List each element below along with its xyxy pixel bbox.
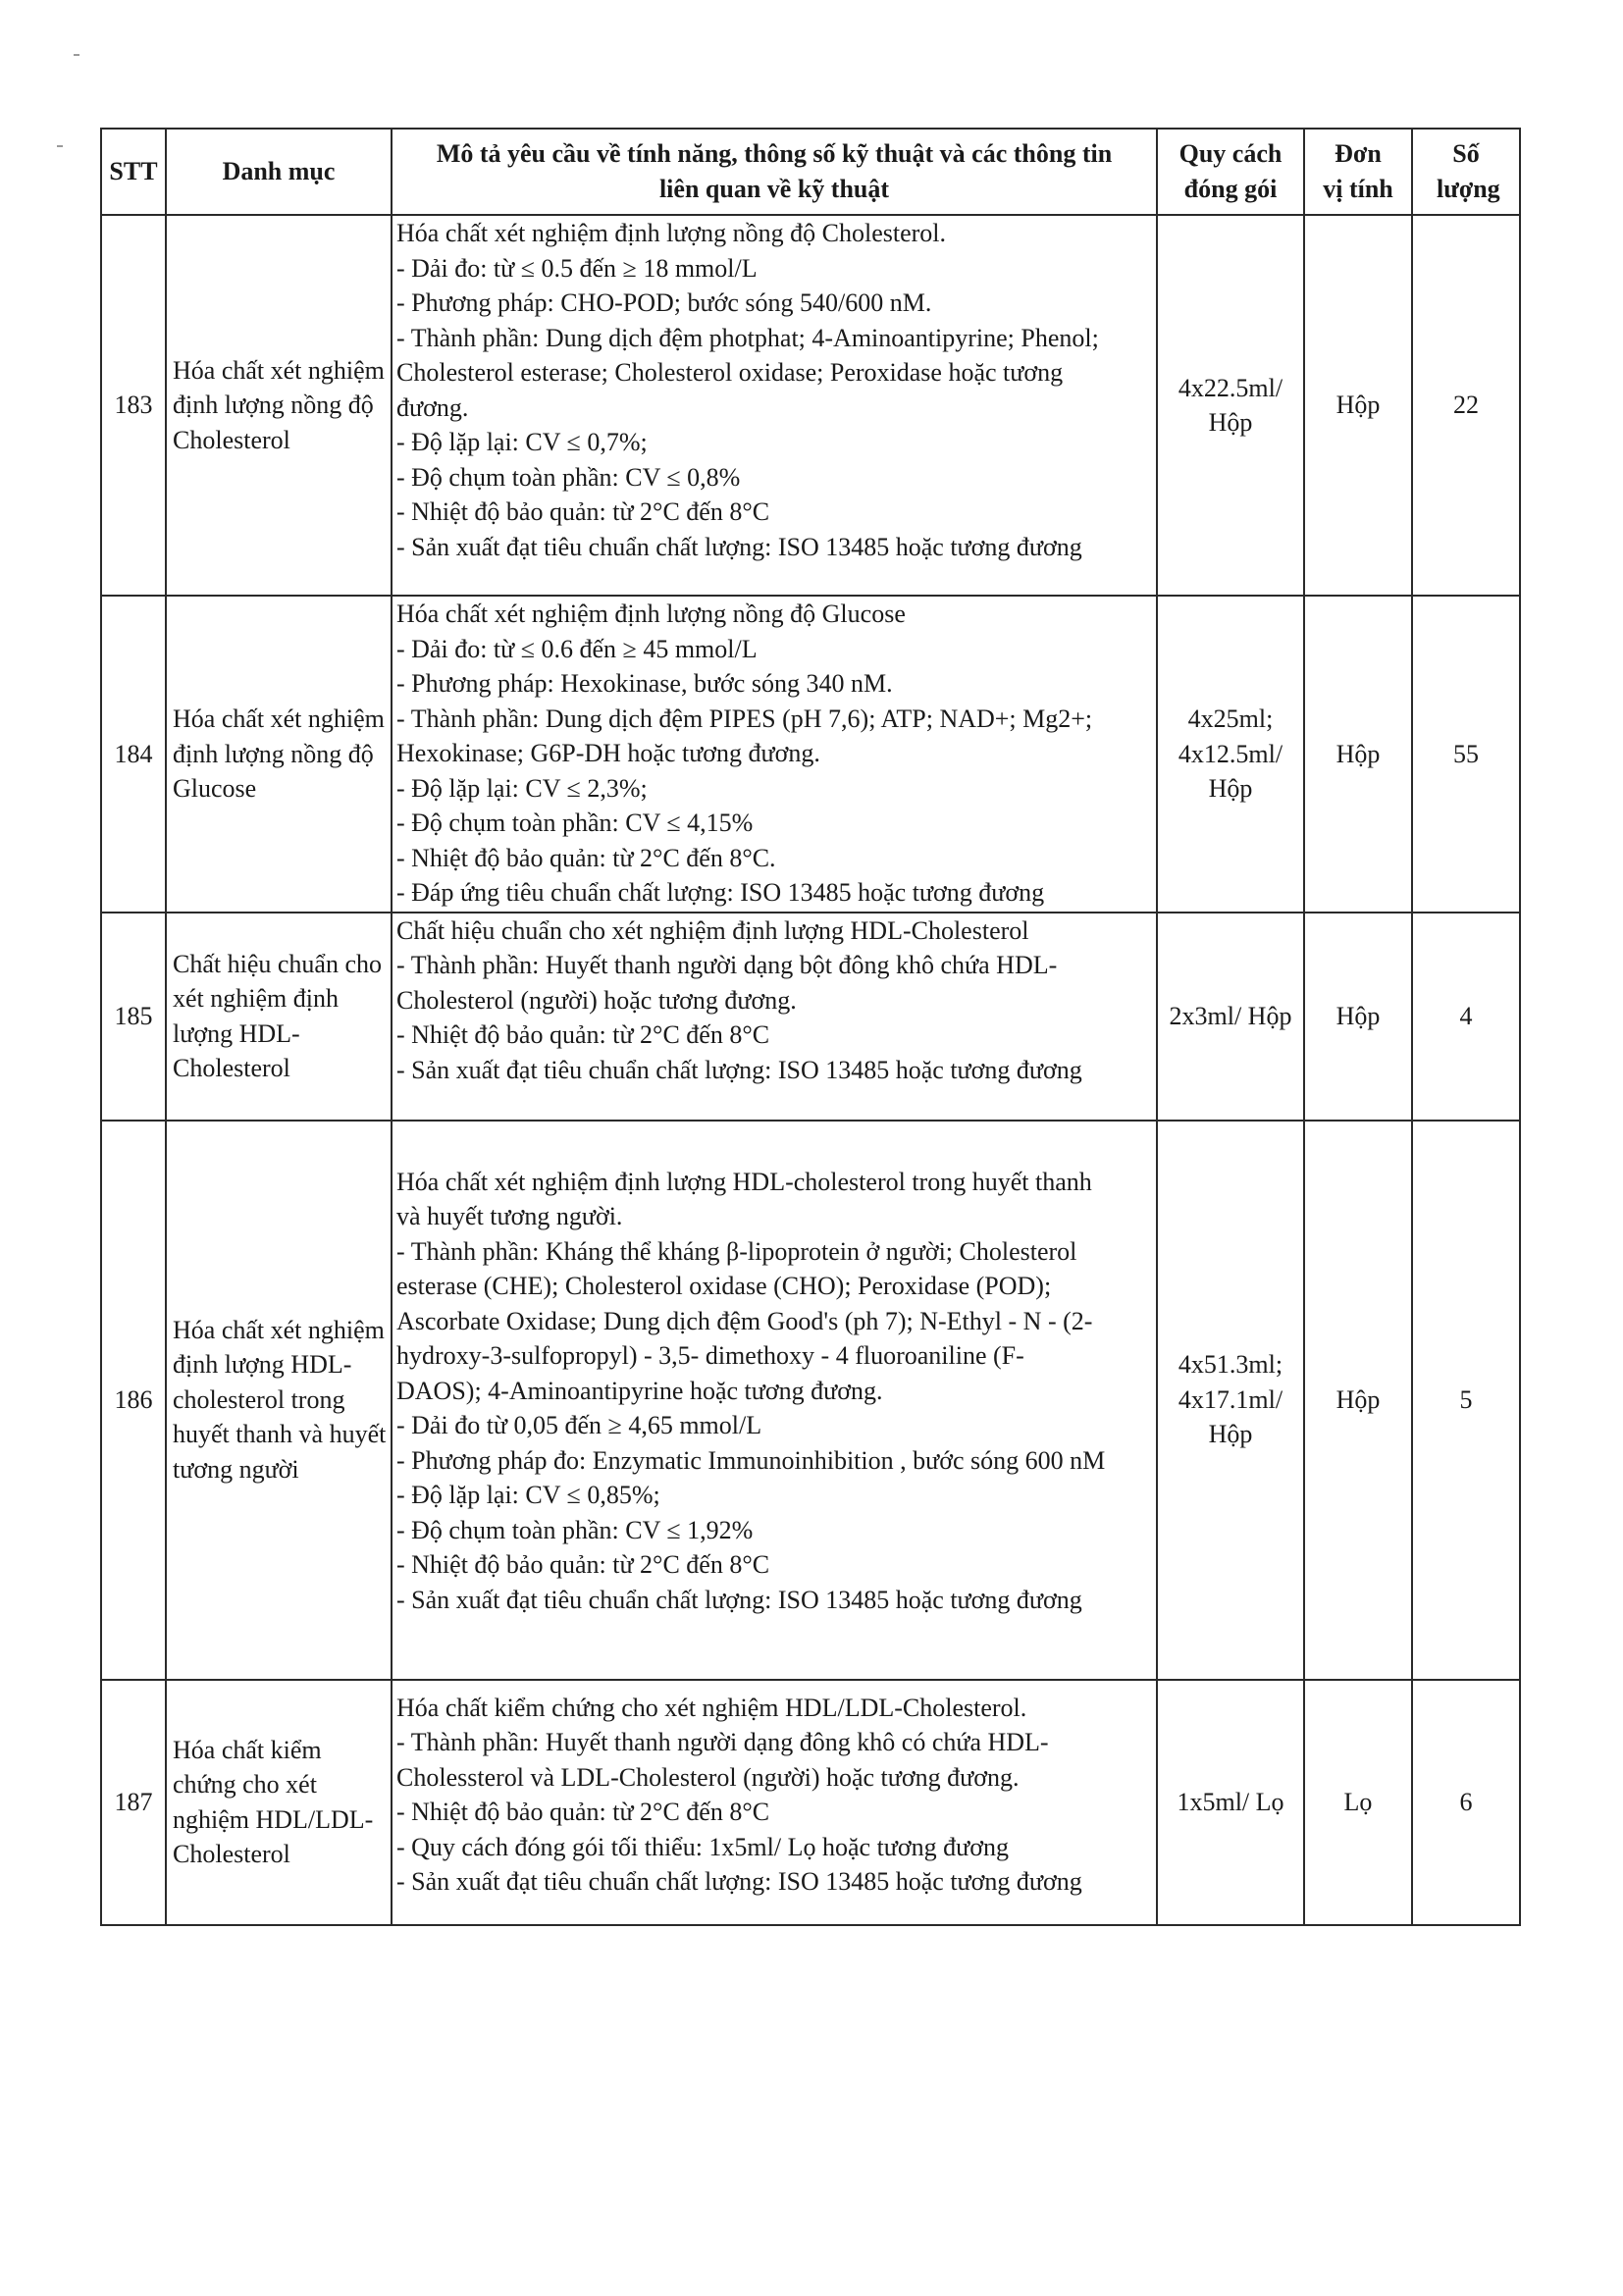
row-quantity: 22 — [1412, 215, 1520, 596]
header-quantity: Số lượng — [1412, 129, 1520, 215]
description-line: Hóa chất xét nghiệm định lượng nồng độ Glucose — [396, 600, 906, 628]
description-line: - Phương pháp: CHO-POD; bước sóng 540/600 nM. — [396, 288, 932, 317]
description-line: - Sản xuất đạt tiêu chuẩn chất lượng: ISO 13485 hoặc tương đương — [396, 532, 1082, 561]
description-line: - Độ lặp lại: CV ≤ 0,85%; — [396, 1481, 660, 1509]
row-description — [392, 913, 1157, 1121]
row-quantity: 4 — [1412, 913, 1520, 1121]
description-line: - Nhiệt độ bảo quản: từ 2°C đến 8°C — [396, 1550, 770, 1579]
row-packaging: 4x51.3ml; 4x17.1ml/ Hộp — [1157, 1121, 1304, 1680]
row-unit: Hộp — [1304, 1121, 1412, 1680]
description-line: - Quy cách đóng gói tối thiểu: 1x5ml/ Lọ hoặc tương đương — [396, 1832, 1009, 1861]
header-packaging: Quy cách đóng gói — [1157, 129, 1304, 215]
description-line: - Nhiệt độ bảo quản: từ 2°C đến 8°C. — [396, 843, 776, 872]
description-line: - Độ lặp lại: CV ≤ 0,7%; — [396, 428, 648, 456]
row-packaging: 4x22.5ml/ Hộp — [1157, 215, 1304, 596]
row-category-name: Hóa chất xét nghiệm định lượng nồng độ Cholesterol — [166, 215, 392, 596]
description-line: Hexokinase; G6P-DH hoặc tương đương. — [396, 739, 820, 767]
header-unit: Đơn vị tính — [1304, 129, 1412, 215]
description-line: Hóa chất xét nghiệm định lượng nồng độ Cholesterol. — [396, 219, 947, 247]
description-line: - Nhiệt độ bảo quản: từ 2°C đến 8°C — [396, 1020, 770, 1049]
description-line: Hóa chất kiểm chứng cho xét nghiệm HDL/LDL-Cholesterol. — [396, 1693, 1027, 1722]
description-line: Cholessterol và LDL-Cholesterol (người) hoặc tương đương. — [396, 1762, 1020, 1792]
row-unit: Hộp — [1304, 215, 1412, 596]
row-packaging: 4x25ml; 4x12.5ml/ Hộp — [1157, 596, 1304, 913]
description-line: - Độ lặp lại: CV ≤ 2,3%; — [396, 773, 648, 803]
description-line: hydroxy-3-sulfopropyl) - 3,5- dimethoxy - 4 fluoroaniline (F- — [396, 1341, 1024, 1370]
description-line: - Độ chụm toàn phần: CV ≤ 4,15% — [396, 809, 754, 837]
row-category-name: Hóa chất xét nghiệm định lượng HDL-cholesterol trong huyết thanh và huyết tương người — [166, 1121, 392, 1680]
row-category-name: Hóa chất xét nghiệm định lượng nồng độ Glucose — [166, 596, 392, 913]
scan-mark — [74, 54, 79, 56]
description-line: - Dải đo: từ ≤ 0.5 đến ≥ 18 mmol/L — [396, 253, 758, 283]
row-description — [392, 1680, 1157, 1925]
description-line: - Sản xuất đạt tiêu chuẩn chất lượng: ISO 13485 hoặc tương đương — [396, 1585, 1082, 1614]
row-unit: Hộp — [1304, 596, 1412, 913]
row-quantity: 55 — [1412, 596, 1520, 913]
row-packaging: 1x5ml/ Lọ — [1157, 1680, 1304, 1925]
description-line: - Phương pháp đo: Enzymatic Immunoinhibition , bước sóng 600 nM — [396, 1445, 1106, 1475]
description-line: đương. — [396, 392, 469, 422]
row-quantity: 6 — [1412, 1680, 1520, 1925]
row-stt: 185 — [101, 913, 166, 1121]
description-line: - Sản xuất đạt tiêu chuẩn chất lượng: ISO 13485 hoặc tương đương — [396, 1867, 1082, 1896]
description-line: - Thành phần: Dung dịch đệm PIPES (pH 7,6); ATP; NAD+; Mg2+; — [396, 704, 1093, 733]
description-line: - Thành phần: Huyết thanh người dạng bột đông khô chứa HDL- — [396, 951, 1058, 979]
description-line: - Dải đo từ 0,05 đến ≥ 4,65 mmol/L — [396, 1411, 762, 1439]
description-line: Cholesterol esterase; Cholesterol oxidase; Peroxidase hoặc tương — [396, 358, 1064, 387]
spec-table-wrapper — [100, 128, 1519, 1926]
spec-table — [100, 128, 1521, 1926]
row-stt: 187 — [101, 1680, 166, 1925]
description-line: Hóa chất xét nghiệm định lượng HDL-cholesterol trong huyết thanh — [396, 1167, 1092, 1196]
description-line: Cholesterol (người) hoặc tương đương. — [396, 985, 797, 1015]
description-line: esterase (CHE); Cholesterol oxidase (CHO); Peroxidase (POD); — [396, 1272, 1052, 1300]
row-stt: 186 — [101, 1121, 166, 1680]
scan-mark — [57, 145, 63, 147]
table-row — [101, 215, 1520, 596]
table-body — [101, 215, 1520, 1925]
row-description — [392, 215, 1157, 596]
row-description — [392, 596, 1157, 913]
row-unit: Lọ — [1304, 1680, 1412, 1925]
description-line: - Phương pháp: Hexokinase, bước sóng 340 nM. — [396, 669, 893, 698]
row-quantity: 5 — [1412, 1121, 1520, 1680]
header-stt: STT — [101, 129, 166, 215]
header-category: Danh mục — [166, 129, 392, 215]
header-description: Mô tả yêu cầu về tính năng, thông số kỹ thuật và các thông tin liên quan về kỹ thuật — [392, 129, 1157, 215]
row-stt: 184 — [101, 596, 166, 913]
table-row — [101, 913, 1520, 1121]
table-row — [101, 596, 1520, 913]
description-line: DAOS); 4-Aminoantipyrine hoặc tương đương. — [396, 1376, 883, 1405]
description-line: - Thành phần: Kháng thể kháng β-lipoprotein ở người; Cholesterol — [396, 1236, 1077, 1266]
description-line: - Nhiệt độ bảo quản: từ 2°C đến 8°C — [396, 1798, 770, 1826]
description-line: và huyết tương người. — [396, 1202, 623, 1230]
description-line: - Dải đo: từ ≤ 0.6 đến ≥ 45 mmol/L — [396, 634, 758, 663]
row-stt: 183 — [101, 215, 166, 596]
row-packaging: 2x3ml/ Hộp — [1157, 913, 1304, 1121]
description-line: Ascorbate Oxidase; Dung dịch đệm Good's (ph 7); N-Ethyl - N - (2- — [396, 1306, 1093, 1335]
description-line: Chất hiệu chuẩn cho xét nghiệm định lượng HDL-Cholesterol — [396, 915, 1029, 945]
description-line: - Nhiệt độ bảo quản: từ 2°C đến 8°C — [396, 497, 770, 526]
description-line: - Độ chụm toàn phần: CV ≤ 1,92% — [396, 1515, 754, 1544]
description-line: - Thành phần: Huyết thanh người dạng đông khô có chứa HDL- — [396, 1728, 1049, 1756]
row-unit: Hộp — [1304, 913, 1412, 1121]
row-description — [392, 1121, 1157, 1680]
description-line: - Đáp ứng tiêu chuẩn chất lượng: ISO 13485 hoặc tương đương — [396, 878, 1045, 907]
table-header-row — [101, 129, 1520, 215]
table-row — [101, 1680, 1520, 1925]
description-line: - Sản xuất đạt tiêu chuẩn chất lượng: ISO 13485 hoặc tương đương — [396, 1055, 1082, 1084]
table-row — [101, 1121, 1520, 1680]
row-category-name: Hóa chất kiểm chứng cho xét nghiệm HDL/LDL-Cholesterol — [166, 1680, 392, 1925]
description-line: - Thành phần: Dung dịch đệm photphat; 4-Aminoantipyrine; Phenol; — [396, 323, 1099, 352]
row-category-name: Chất hiệu chuẩn cho xét nghiệm định lượng HDL-Cholesterol — [166, 913, 392, 1121]
description-line: - Độ chụm toàn phần: CV ≤ 0,8% — [396, 462, 741, 492]
